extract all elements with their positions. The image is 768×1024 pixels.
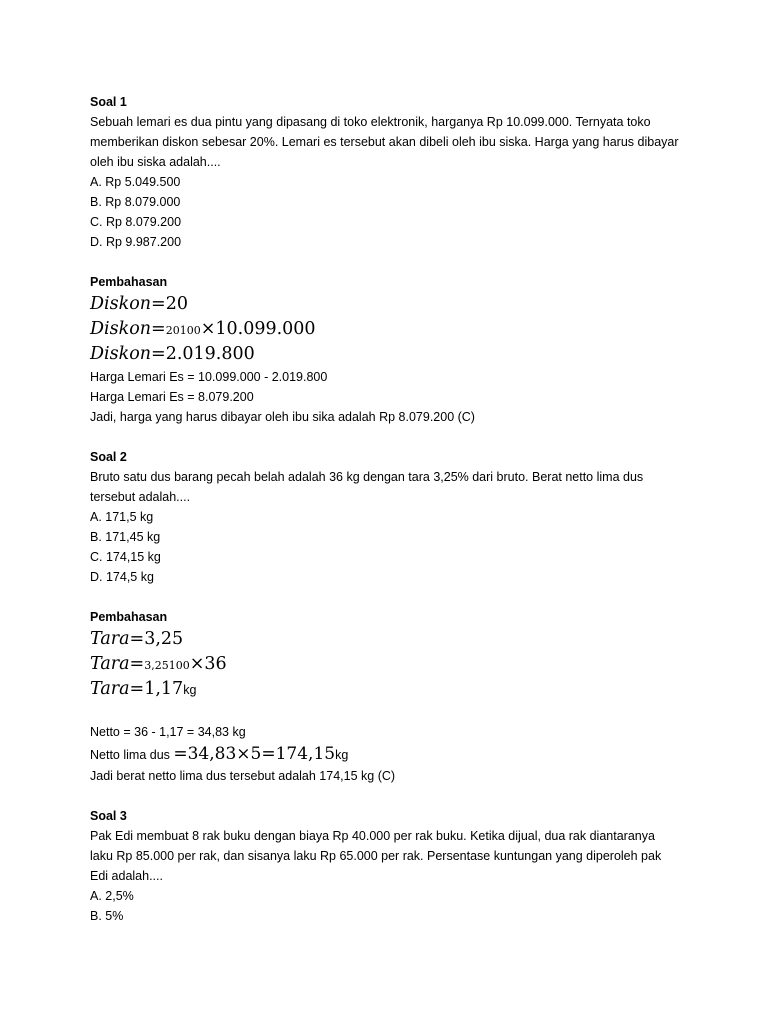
- soal-1-question-line-2: memberikan diskon sebesar 20%. Lemari es tersebut akan dibeli oleh ibu siska. Harga yang harus dibayar: [90, 135, 679, 149]
- math-fraction: 3,25100: [144, 659, 190, 672]
- pembahasan-1-math-2: [90, 317, 700, 342]
- math-rhs: =20: [151, 294, 188, 314]
- soal-1-question-line-3: oleh ibu siska adalah....: [90, 155, 221, 169]
- math-rhs: =1,17: [129, 679, 184, 699]
- math-rest: ×36: [189, 654, 227, 674]
- netto-lima-unit: kg: [335, 748, 349, 762]
- soal-1-title: Soal 1: [90, 95, 127, 109]
- soal-2-option-a: A. 171,5 kg: [90, 510, 154, 524]
- soal-1-option-b: B. Rp 8.079.000: [90, 195, 181, 209]
- math-equals: =: [151, 319, 166, 339]
- soal-3-question-line-3: Edi adalah....: [90, 869, 163, 883]
- math-fraction: 20100: [165, 324, 201, 337]
- pembahasan-2-title: Pembahasan: [90, 610, 168, 624]
- spacer: [90, 252, 700, 272]
- math-variable: Tara: [90, 629, 130, 649]
- soal-3-question-line-1: Pak Edi membuat 8 rak buku dengan biaya Rp 40.000 per rak buku. Ketika dijual, dua rak diantaranya: [90, 829, 655, 843]
- math-variable: Diskon: [90, 294, 152, 314]
- pembahasan-2-netto-lima: [90, 742, 700, 766]
- spacer: [90, 786, 700, 806]
- pembahasan-2-math-2: [90, 652, 700, 677]
- soal-3-option-a: A. 2,5%: [90, 889, 134, 903]
- spacer: [90, 427, 700, 447]
- soal-2-title: Soal 2: [90, 450, 127, 464]
- soal-2-question-line-2: tersebut adalah....: [90, 490, 191, 504]
- soal-1-option-d: D. Rp 9.987.200: [90, 235, 182, 249]
- soal-1-option-c: C. Rp 8.079.200: [90, 215, 182, 229]
- netto-lima-prefix: Netto lima dus: [90, 748, 174, 762]
- soal-3-option-b: B. 5%: [90, 909, 124, 923]
- pembahasan-1-math-1: [90, 292, 700, 317]
- soal-3-question-line-2: laku Rp 85.000 per rak, dan sisanya laku Rp 65.000 per rak. Persentase kuntungan yang diperoleh pak: [90, 849, 662, 863]
- soal-3-title: Soal 3: [90, 809, 127, 823]
- math-unit: kg: [183, 683, 197, 697]
- pembahasan-1-math-3: [90, 342, 700, 367]
- math-variable: Tara: [90, 679, 130, 699]
- pembahasan-1-line-2: Harga Lemari Es = 8.079.200: [90, 390, 254, 404]
- math-variable: Diskon: [90, 319, 152, 339]
- soal-1-option-a: A. Rp 5.049.500: [90, 175, 181, 189]
- spacer: [90, 587, 700, 607]
- netto-lima-math: =34,83×5=174,15: [173, 744, 336, 764]
- soal-2-option-d: D. 174,5 kg: [90, 570, 154, 584]
- pembahasan-2-netto: Netto = 36 - 1,17 = 34,83 kg: [90, 725, 246, 739]
- soal-2-question-line-1: Bruto satu dus barang pecah belah adalah 36 kg dengan tara 3,25% dari bruto. Berat netto lima dus: [90, 470, 644, 484]
- document-page: [90, 92, 700, 926]
- math-variable: Tara: [90, 654, 130, 674]
- pembahasan-1-line-1: Harga Lemari Es = 10.099.000 - 2.019.800: [90, 370, 328, 384]
- soal-1-question-line-1: Sebuah lemari es dua pintu yang dipasang di toko elektronik, harganya Rp 10.099.000. Ternyata toko: [90, 115, 651, 129]
- soal-2-option-c: C. 174,15 kg: [90, 550, 161, 564]
- pembahasan-2-math-1: [90, 627, 700, 652]
- pembahasan-2-math-3: [90, 677, 700, 702]
- spacer: [90, 702, 700, 722]
- math-rhs: =2.019.800: [151, 344, 255, 364]
- pembahasan-2-conclusion: Jadi berat netto lima dus tersebut adalah 174,15 kg (C): [90, 769, 396, 783]
- soal-2-option-b: B. 171,45 kg: [90, 530, 161, 544]
- math-rhs: =3,25: [129, 629, 184, 649]
- pembahasan-1-title: Pembahasan: [90, 275, 168, 289]
- math-equals: =: [129, 654, 145, 674]
- pembahasan-1-conclusion: Jadi, harga yang harus dibayar oleh ibu sika adalah Rp 8.079.200 (C): [90, 410, 475, 424]
- math-variable: Diskon: [90, 344, 152, 364]
- math-rest: ×10.099.000: [200, 319, 316, 339]
